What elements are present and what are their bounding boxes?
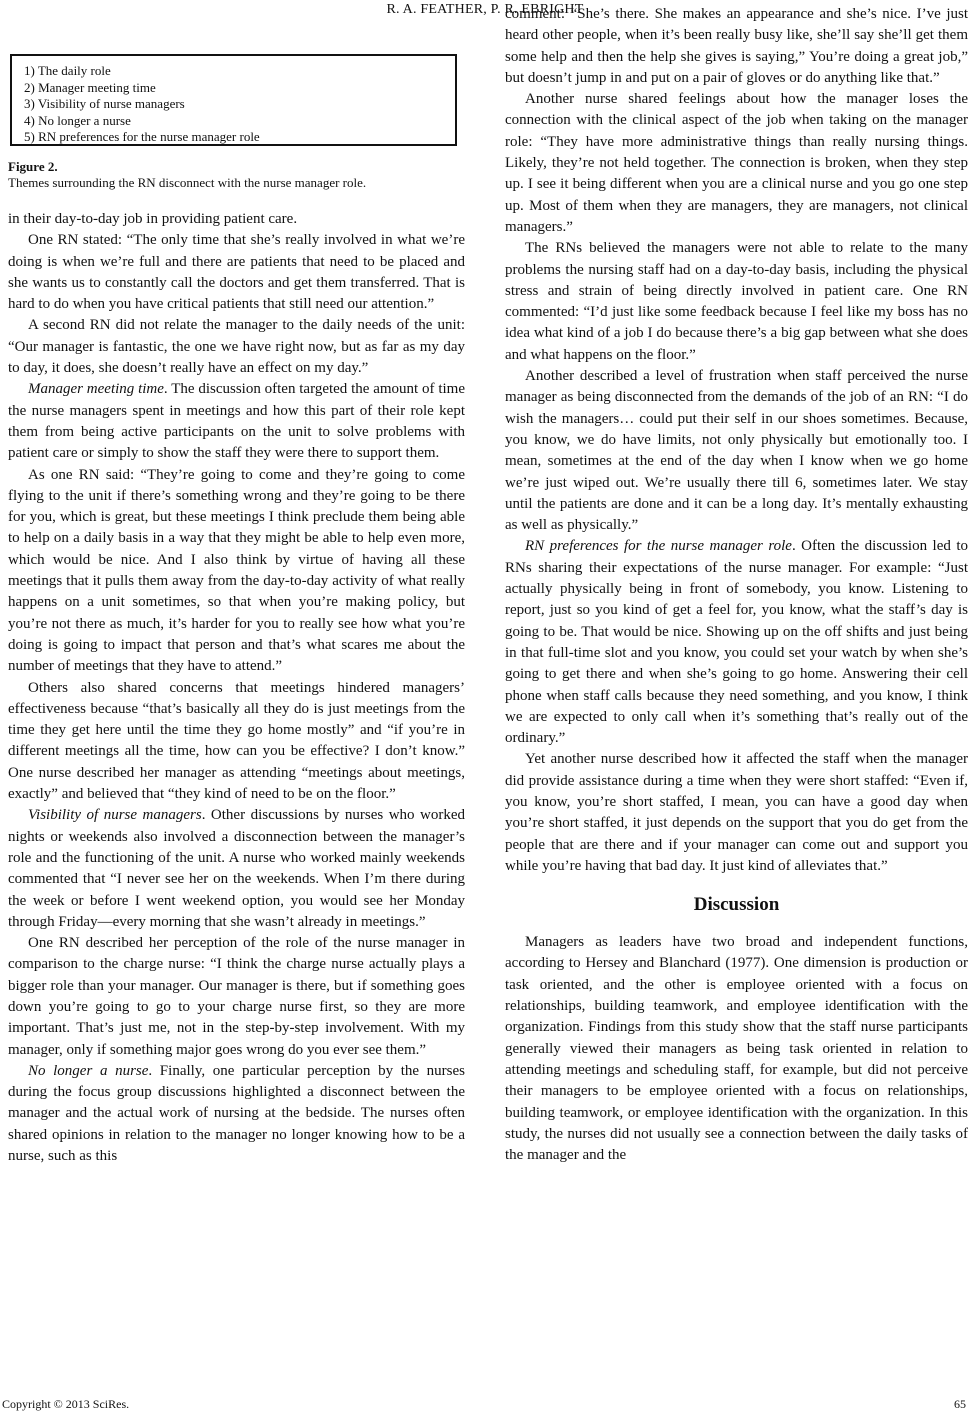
body-paragraph [505,366,968,536]
subsection-lead: No longer a nurse [28,1062,149,1079]
body-paragraph [8,1061,465,1167]
subsection-lead: RN preferences for the nurse manager role [525,538,792,555]
paragraph-text: One RN stated: “The only time that she’s really involved in what we’re doing is when we’re full and there are patients that need to be placed and she wants us to constantly call the doctors and get them transferred. That is hard to do when you have critical patients that still need our attention.” [8,232,465,313]
paragraph-text: Others also shared concerns that meetings hindered managers’ effectiveness because “that’s basically all they do is just meetings from the time they get here until the time they go home mostly” and “if you’re in different meetings all the time, how can you be effective? I don’t know.” One nurse described her manager as attending “meetings about meetings, exactly” and believed that “they kind of need to be on the floor.” [8,679,465,803]
figure-item: 2) Manager meeting time [24,79,156,95]
paragraph-text: . Often the discussion led to RNs sharing their expectations of the nurse manager. For example: “Just actually physically being in front of somebody, you know. Listening to report, just so you kind of get a feel for, you know, what the staff’s day is going to be. That would be nice. Showing up on the off shifts and just being in that full-time slot and you know, you could set your watch by when she’s going to get there and when she’s going to go home. Answering their cell phone when staff calls because they need something, and you know, I think we are expected to only call when it’s something that’s really out of the ordinary.” [505,538,968,747]
paragraph-text: Yet another nurse described how it affected the staff when the manager did provide assistance during a time when they were short staffed: “Even if, you know, you’re short staffed, I mean, you can have a good day when you’re short staffed, it just depends on the support that you do get from the people that are there and if your manager can come out and support you while you’re having that bad day. It just kind of alleviates that.” [505,751,968,874]
figure-item: 3) Visibility of nurse managers [24,96,185,111]
body-paragraph [8,379,465,464]
body-paragraph [8,678,465,806]
body-paragraph [505,536,968,749]
paragraph-text: A second RN did not relate the manager to the daily needs of the unit: “Our manager is fantastic, the one we have right now, but as far as my day to day, it does, she doesn’t really have an effect on my day.” [8,317,465,377]
body-paragraph [8,805,465,933]
subsection-lead: Manager meeting time [28,381,164,398]
figure-label: Figure 2. [8,159,58,174]
body-paragraph [8,230,465,315]
paragraph-text: Another nurse shared feelings about how the manager loses the connection with the clinical aspect of the job when taking on the manager role: “They have more administrative things than really nursing things. Likely, they’re not held together. The connection is broken, when they step up. I see it being different when you are a clinical nurse and you go one step up. Most of them when they are managers, they are managers, not clinical managers.” [505,91,968,235]
section-heading-discussion: Discussion [693,894,780,916]
paragraph-text: . Other discussions by nurses who worked nights or weekends also involved a disconnection between the manager’s role and the functioning of the unit. A nurse who worked mainly weekends commented that “I never see her on the weekends. When I’m there during the week or before I went weekend option, you would see her Monday through Friday—every morning that she wasn’t already in meetings.” [8,807,466,930]
figure-item: 1) The daily role [24,63,111,78]
body-paragraph [8,315,465,379]
running-header: R. A. FEATHER, P. R. EBRIGHT [386,2,584,17]
paragraph-text: in their day-to-day job in providing patient care. [8,211,298,227]
body-paragraph [505,749,968,877]
body-paragraph [505,238,968,366]
left-column [8,54,465,1167]
paragraph-text: The RNs believed the managers were not able to relate to the many problems the nursing staff had on a day-to-day basis, including the physical stress and strain of being directly involved in patient care. One RN commented: “I’d just like some feedback because I feel like my boss has no idea what kind of a job I do because there’s a big gap between what she does and what happens on the floor.” [505,240,968,363]
paragraph-text: One RN described her perception of the role of the nurse manager in comparison to the charge nurse: “I think the charge nurse actually plays a bigger role than your manager. Our manager is there, but if something goes down you’re going to go to your charge nurse first, so they are more important. That’s just me, not in the step-by-step involvement. With my manager, only if something major goes wrong do you ever see them.” [8,935,465,1058]
figure-2-box [10,54,457,146]
body-paragraph [505,89,968,238]
right-column [505,4,968,1166]
page-number: 65 [954,1397,966,1411]
discussion-paragraph: Managers as leaders have two broad and independent functions, according to Hersey and Blanchard (1977). One dimension is production or task oriented, and the other is employee oriented with a focus on relationships, building teamwork, and employee identification with the organization. Findings from this study show that the staff nurse participants generally viewed their managers as being task oriented in relation to attending meetings and scheduling staff, for example, but did not perceive their managers to be employee oriented with a focus on relationships, building teamwork, or employee identification with the organization. In this study, the nurses did not usually see a connection between the daily tasks of the manager and the [505,934,968,1164]
body-paragraph [505,4,968,89]
paragraph-text: . Finally, one particular perception by the nurses during the focus group discussions highlighted a disconnect between the manager and the actual work of nursing at the bedside. The nurses often shared opinions in relation to the manager no longer knowing how to be a nurse, such as this [8,1062,466,1165]
body-paragraph [8,209,465,230]
body-paragraph [8,933,465,1061]
figure-item: 5) RN preferences for the nurse manager role [24,129,260,144]
paragraph-text: Another described a level of frustration when staff perceived the nurse manager as being disconnected from the demands of the job of an RN: “I do wish the managers… could put their self in our shoes sometimes. Because, you know, we do have limits, not only physically but emotionally too. I mean, sometimes at the end of the day when I know when we go home we’re just wiped out. We’re usually there till 6, sometimes later. We stay until the patients are done and it can be a long day. It’s mentally exhausting as well as physically.” [505,368,968,534]
body-paragraph [8,465,465,678]
paragraph-text: As one RN said: “They’re going to come and they’re going to come flying to the unit if there’s something wrong and they’re going to be there for you, which is great, but these meetings I think preclude them being able to help on a daily basis in a way that they might be able to help even more, which would be nice. And I also think by virtue of having all these meetings that it pulls them away from the day-to-day activity of what really happens on a unit sometimes, so that when you’re making policy, but you’re not there as much, it’s harder for you to really see how what you’re doing is going to impact that person and that’s what scares me about the number of meetings that they have to attend.” [8,466,465,675]
paragraph-text: comment: “She’s there. She makes an appearance and she’s nice. I’ve just heard other people, when it’s been really busy like, she’ll say she’ll get them some help and then the help she gives is saying,” You’re doing a great job,” but doesn’t jump in and put on a pair of gloves or do anything like that.” [505,6,968,86]
figure-caption: Themes surrounding the RN disconnect with the nurse manager role. [8,175,367,190]
figure-item: 4) No longer a nurse [24,112,131,128]
copyright-footer: Copyright © 2013 SciRes. [2,1397,130,1411]
subsection-lead: Visibility of nurse managers [28,807,202,824]
paragraph-text: . The discussion often targeted the amount of time the nurse managers spent in meetings and how this part of their role kept them from being active participants on the unit to solve problems with patient care or simply to show the staff they were there to support them. [8,381,465,462]
